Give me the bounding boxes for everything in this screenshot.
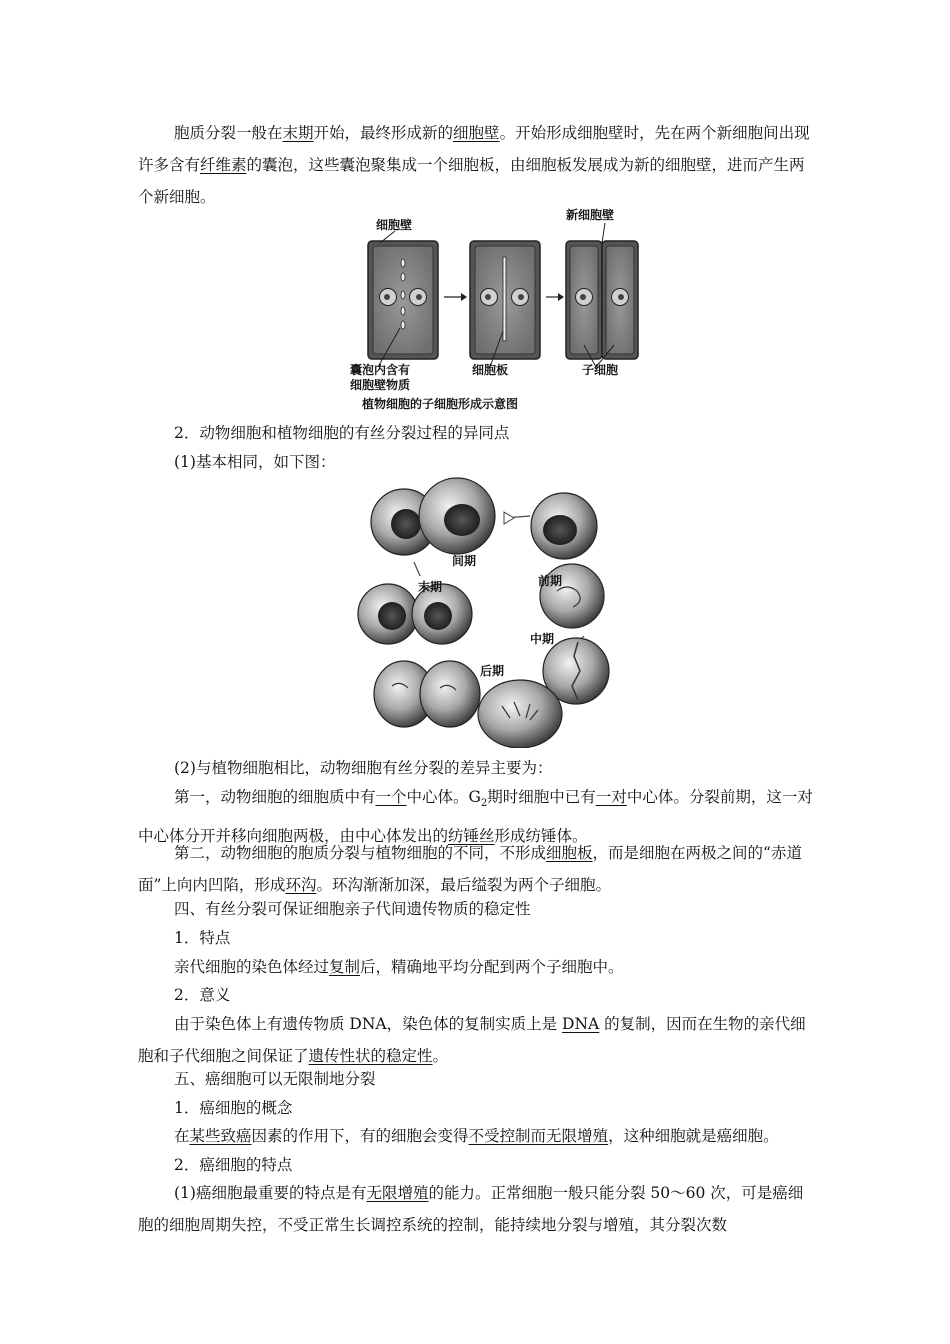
figure-caption: 植物细胞的子细胞形成示意图 [362,397,519,411]
subheading-significance: 2．意义 [174,986,231,1004]
subheading-cancer-features: 2．癌细胞的特点 [174,1156,293,1174]
plant-cell-early [368,231,438,367]
paragraph-cancer-features: (1)癌细胞最重要的特点是有无限增殖的能力。正常细胞一般只能分裂 50～60 次，可是癌细胞的细胞周期失控，不受正常生长调控系统的控制，能持续地分裂与增殖，其分裂次数 [138,1184,804,1234]
key-term: 复制 [329,958,361,976]
cell-prophase [531,493,597,559]
heading-comparison: 2．动物细胞和植物细胞的有丝分裂过程的异同点 [174,424,510,442]
key-term: 遗传性状的稳定性 [308,1047,433,1065]
key-term: 细胞板 [546,844,593,862]
subheading-same: (1)基本相同，如下图： [174,453,336,471]
key-term: 无限增殖 [366,1184,429,1202]
label-new-cell-wall: 新细胞壁 [566,208,615,222]
label-vesicle-line1: 囊泡内含有 [350,363,411,377]
subheading-features: 1．特点 [174,929,231,947]
key-term: 末期 [282,124,314,142]
key-term: DNA [562,1015,600,1033]
cell-telophase [374,661,480,727]
plant-daughter-cells [566,223,638,367]
label-vesicle-line2: 细胞壁物质 [350,378,411,392]
section-heading-4: 四、有丝分裂可保证细胞亲子代间遗传物质的稳定性 [174,900,531,918]
key-term: 不受控制而无限增殖 [468,1127,609,1145]
key-term: 细胞壁 [453,124,500,142]
key-term: 环沟 [285,876,317,894]
key-term: 纤维素 [200,156,247,174]
label-metaphase: 中期 [530,632,555,646]
mitosis-cycle-figure [352,476,612,748]
subheading-difference: (2)与植物细胞相比，动物细胞有丝分裂的差异主要为： [174,759,553,777]
key-term: 一个 [375,788,407,806]
label-cell-wall: 细胞壁 [376,218,413,232]
label-anaphase: 后期 [480,664,505,678]
cell-telophase-late [358,584,472,644]
label-daughter-cell: 子细胞 [582,363,619,377]
plant-cell-plate [470,241,540,367]
key-term: 一对 [595,788,627,806]
paragraph-difference-1: 第一，动物细胞的细胞质中有一个中心体。$G_2$期时细胞中已有一对中心体。分裂前期，这一对中心体分开并移向细胞两极，由中心体发出的纺锤丝形成纺锤体。 [138,788,813,846]
paragraph-significance: 由于染色体上有遗传物质 DNA，染色体的复制实质上是 DNA 的复制，因而在生物的亲代细胞和子代细胞之间保证了遗传性状的稳定性。 [138,1015,806,1065]
paragraph-features: 亲代细胞的染色体经过复制后，精确地平均分配到两个子细胞中。 [174,958,624,976]
label-telophase: 末期 [418,580,443,594]
key-term: 纺锤丝 [448,827,495,846]
key-term: 某些致癌 [189,1127,252,1145]
label-cell-plate: 细胞板 [472,363,509,377]
paragraph-cytokinesis: 胞质分裂一般在末期开始，最终形成新的细胞壁。开始形成细胞壁时，先在两个新细胞间出现许多含有纤维素的囊泡，这些囊泡聚集成一个细胞板，由细胞板发展成为新的细胞壁，进而产生两个新细胞。 [138,124,810,206]
label-prophase: 前期 [538,574,563,588]
paragraph-cancer-concept: 在某些致癌因素的作用下，有的细胞会变得不受控制而无限增殖，这种细胞就是癌细胞。 [174,1127,779,1145]
cell-anaphase [478,680,562,748]
paragraph-difference-2: 第二，动物细胞的胞质分裂与植物细胞的不同，不形成细胞板，而是细胞在两极之间的“赤道面”上向内凹陷，形成环沟。环沟渐渐加深，最后缢裂为两个子细胞。 [138,844,802,894]
section-heading-5: 五、癌细胞可以无限制地分裂 [174,1070,376,1088]
cell-interphase [371,478,495,555]
subheading-cancer-concept: 1．癌细胞的概念 [174,1099,293,1117]
label-interphase: 间期 [452,554,477,568]
